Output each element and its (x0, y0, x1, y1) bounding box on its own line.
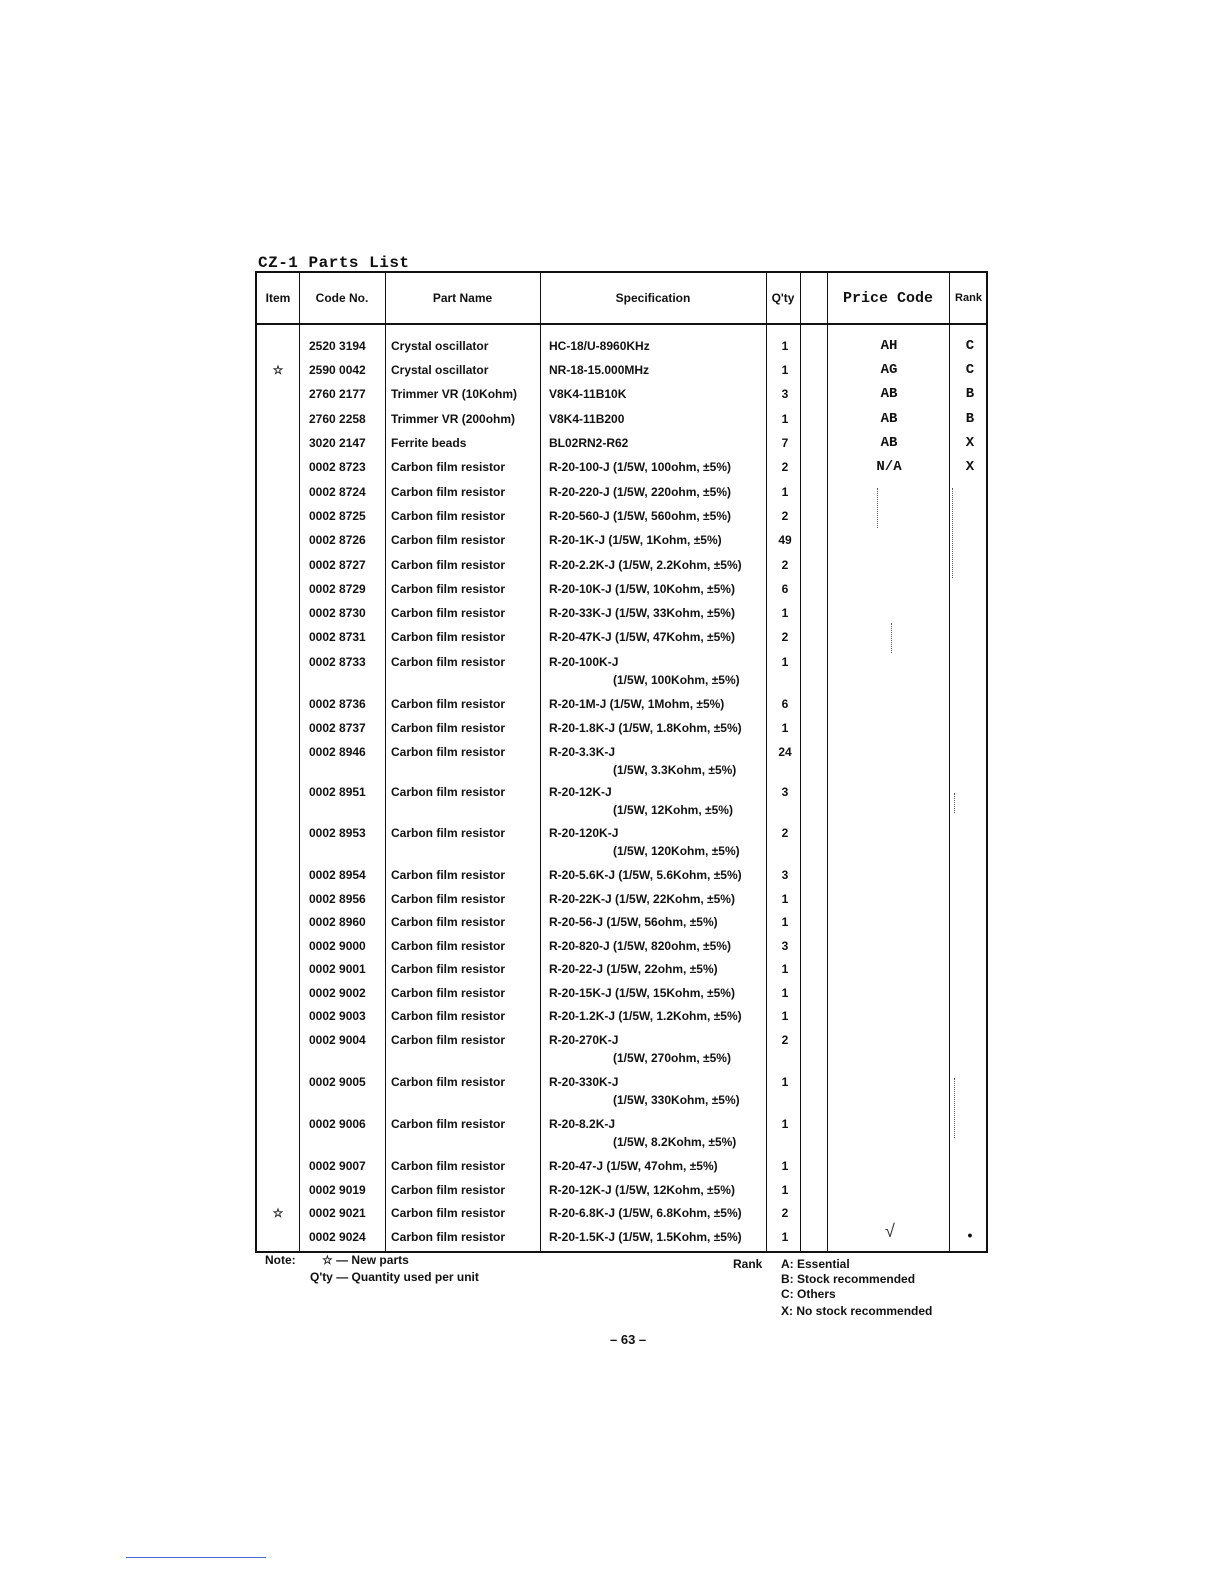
cell-price: AB (880, 435, 898, 451)
cell-code: 0002 8960 (309, 915, 366, 929)
cell-spec: R-20-5.6K-J (1/5W, 5.6Kohm, ±5%) (549, 868, 742, 882)
cell-spec-continued: (1/5W, 270ohm, ±5%) (613, 1051, 731, 1065)
cell-qty: 1 (781, 962, 789, 976)
cell-name: Carbon film resistor (391, 485, 506, 499)
header-item: Item (265, 291, 291, 305)
cell-name: Carbon film resistor (391, 826, 506, 840)
cell-code: 2520 3194 (309, 339, 366, 353)
cell-qty: 7 (781, 436, 789, 450)
cell-spec: HC-18/U-8960KHz (549, 339, 650, 353)
cell-qty: 1 (781, 1117, 789, 1131)
cell-spec: R-20-1.2K-J (1/5W, 1.2Kohm, ±5%) (549, 1009, 742, 1023)
cell-code: 0002 9006 (309, 1117, 366, 1131)
cell-spec: R-20-8.2K-J (549, 1117, 616, 1131)
rank-legend-b: B: Stock recommended (781, 1272, 916, 1286)
cell-qty: 1 (781, 1183, 789, 1197)
cell-name: Carbon film resistor (391, 1117, 506, 1131)
cell-code: 0002 8731 (309, 630, 366, 644)
cell-code: 0002 8951 (309, 785, 366, 799)
cell-qty: 3 (781, 939, 789, 953)
cell-code: 0002 8730 (309, 606, 366, 620)
cell-code: 0002 8723 (309, 460, 366, 474)
cell-spec: R-20-22K-J (1/5W, 22Kohm, ±5%) (549, 892, 735, 906)
cell-code: 3020 2147 (309, 436, 366, 450)
cell-spec: R-20-12K-J (549, 785, 612, 799)
column-divider (949, 273, 950, 1251)
cell-spec: R-20-12K-J (1/5W, 12Kohm, ±5%) (549, 1183, 735, 1197)
cell-name: Trimmer VR (10Kohm) (391, 387, 518, 401)
cell-qty: 2 (781, 509, 789, 523)
cell-code: 0002 9024 (309, 1230, 366, 1244)
cell-spec: R-20-47-J (1/5W, 47ohm, ±5%) (549, 1159, 718, 1173)
cell-code: 0002 9002 (309, 986, 366, 1000)
cell-code: 2590 0042 (309, 363, 366, 377)
cell-item: ☆ (272, 1206, 284, 1220)
cell-code: 0002 8727 (309, 558, 366, 572)
cell-code: 0002 9001 (309, 962, 366, 976)
cell-code: 0002 9000 (309, 939, 366, 953)
cell-code: 2760 2258 (309, 412, 366, 426)
cell-rank: C (965, 362, 975, 378)
cell-name: Carbon film resistor (391, 986, 506, 1000)
check-mark: √ (885, 1221, 895, 1241)
cell-code: 0002 8956 (309, 892, 366, 906)
cell-name: Carbon film resistor (391, 1206, 506, 1220)
cell-name: Carbon film resistor (391, 1159, 506, 1173)
cell-spec: R-20-56-J (1/5W, 56ohm, ±5%) (549, 915, 718, 929)
cell-spec: R-20-100-J (1/5W, 100ohm, ±5%) (549, 460, 731, 474)
cell-price: AH (880, 338, 898, 354)
rank-legend-c: C: Others (781, 1287, 836, 1301)
cell-qty: 3 (781, 785, 789, 799)
cell-code: 0002 9021 (309, 1206, 366, 1220)
ditto-mark (954, 1078, 955, 1138)
cell-name: Carbon film resistor (391, 630, 506, 644)
cell-rank: X (965, 459, 975, 475)
cell-name: Carbon film resistor (391, 745, 506, 759)
cell-spec-continued: (1/5W, 330Kohm, ±5%) (613, 1093, 740, 1107)
cell-qty: 1 (781, 412, 789, 426)
cell-name: Carbon film resistor (391, 606, 506, 620)
cell-code: 0002 8733 (309, 655, 366, 669)
cell-name: Carbon film resistor (391, 582, 506, 596)
cell-qty: 49 (778, 533, 792, 547)
cell-qty: 1 (781, 363, 789, 377)
cell-spec: R-20-330K-J (549, 1075, 619, 1089)
cell-spec: R-20-1K-J (1/5W, 1Kohm, ±5%) (549, 533, 722, 547)
cell-spec: V8K4-11B200 (549, 412, 625, 426)
column-divider (299, 273, 300, 1251)
cell-qty: 6 (781, 697, 789, 711)
cell-spec: R-20-22-J (1/5W, 22ohm, ±5%) (549, 962, 718, 976)
cell-spec-continued: (1/5W, 120Kohm, ±5%) (613, 844, 740, 858)
cell-rank: C (965, 338, 975, 354)
cell-qty: 1 (781, 655, 789, 669)
cell-qty: 1 (781, 1230, 789, 1244)
rank-legend-label: Rank (733, 1257, 763, 1271)
cell-price: AB (880, 386, 898, 402)
rank-legend-x: X: No stock recommended (781, 1304, 933, 1318)
cell-rank: B (965, 386, 975, 402)
ditto-mark (954, 793, 955, 813)
cell-code: 0002 8737 (309, 721, 366, 735)
cell-rank: X (965, 435, 975, 451)
cell-qty: 2 (781, 826, 789, 840)
cell-spec-continued: (1/5W, 12Kohm, ±5%) (613, 803, 733, 817)
cell-name: Carbon film resistor (391, 785, 506, 799)
column-divider (385, 273, 386, 1251)
cell-spec: R-20-15K-J (1/5W, 15Kohm, ±5%) (549, 986, 735, 1000)
cell-spec-continued: (1/5W, 3.3Kohm, ±5%) (613, 763, 737, 777)
cell-name: Carbon film resistor (391, 892, 506, 906)
cell-name: Carbon film resistor (391, 939, 506, 953)
cell-qty: 1 (781, 892, 789, 906)
column-divider (540, 273, 541, 1251)
cell-name: Carbon film resistor (391, 1075, 506, 1089)
cell-code: 0002 8729 (309, 582, 366, 596)
ditto-mark (952, 488, 953, 578)
cell-name: Carbon film resistor (391, 533, 506, 547)
cell-code: 0002 8725 (309, 509, 366, 523)
cell-qty: 6 (781, 582, 789, 596)
ditto-mark (891, 623, 892, 653)
cell-name: Carbon film resistor (391, 697, 506, 711)
header-price-code: Price Code (842, 289, 933, 307)
note-label: Note: (265, 1253, 296, 1267)
page-title: CZ-1 Parts List (258, 254, 410, 272)
rank-legend-a: A: Essential (781, 1257, 850, 1271)
cell-qty: 3 (781, 868, 789, 882)
cell-name: Carbon film resistor (391, 655, 506, 669)
page-number: – 63 – (610, 1332, 647, 1347)
cell-name: Carbon film resistor (391, 1183, 506, 1197)
cell-spec: R-20-100K-J (549, 655, 619, 669)
cell-price: AG (880, 362, 898, 378)
cell-code: 0002 8736 (309, 697, 366, 711)
cell-qty: 1 (781, 485, 789, 499)
cell-code: 0002 8946 (309, 745, 366, 759)
cell-qty: 1 (781, 1159, 789, 1173)
cell-qty: 24 (778, 745, 792, 759)
cell-qty: 1 (781, 606, 789, 620)
cell-name: Carbon film resistor (391, 868, 506, 882)
cell-code: 0002 8953 (309, 826, 366, 840)
cell-spec: V8K4-11B10K (549, 387, 627, 401)
cell-code: 0002 8726 (309, 533, 366, 547)
cell-price: N/A (876, 459, 902, 475)
cell-qty: 2 (781, 460, 789, 474)
cell-item: ☆ (272, 363, 284, 377)
cell-code: 2760 2177 (309, 387, 366, 401)
parts-table (255, 271, 988, 1253)
ditto-mark (877, 488, 878, 528)
cell-rank: • (965, 1229, 975, 1245)
cell-price: AB (880, 411, 898, 427)
cell-code: 0002 9007 (309, 1159, 366, 1173)
cell-qty: 2 (781, 1206, 789, 1220)
cell-spec: R-20-120K-J (549, 826, 619, 840)
cell-code: 0002 9005 (309, 1075, 366, 1089)
cell-name: Carbon film resistor (391, 1033, 506, 1047)
cell-code: 0002 9019 (309, 1183, 366, 1197)
cell-name: Carbon film resistor (391, 558, 506, 572)
note-qty: Q'ty — Quantity used per unit (310, 1270, 479, 1284)
cell-spec: R-20-6.8K-J (1/5W, 6.8Kohm, ±5%) (549, 1206, 742, 1220)
header-rank: Rank (955, 292, 982, 304)
cell-name: Crystal oscillator (391, 363, 489, 377)
column-divider (827, 273, 828, 1251)
cell-spec: R-20-10K-J (1/5W, 10Kohm, ±5%) (549, 582, 735, 596)
cell-qty: 1 (781, 1075, 789, 1089)
cell-name: Carbon film resistor (391, 962, 506, 976)
cell-name: Carbon film resistor (391, 1009, 506, 1023)
cell-name: Carbon film resistor (391, 915, 506, 929)
header-qty: Q'ty (771, 291, 795, 305)
cell-spec: R-20-2.2K-J (1/5W, 2.2Kohm, ±5%) (549, 558, 742, 572)
cell-spec: R-20-270K-J (549, 1033, 619, 1047)
cell-name: Carbon film resistor (391, 1230, 506, 1244)
cell-qty: 2 (781, 558, 789, 572)
cell-spec: R-20-560-J (1/5W, 560ohm, ±5%) (549, 509, 731, 523)
cell-name: Trimmer VR (200ohm) (391, 412, 516, 426)
cell-spec: R-20-1M-J (1/5W, 1Mohm, ±5%) (549, 697, 725, 711)
cell-spec: R-20-1.5K-J (1/5W, 1.5Kohm, ±5%) (549, 1230, 742, 1244)
cell-spec-continued: (1/5W, 100Kohm, ±5%) (613, 673, 740, 687)
cell-spec: R-20-1.8K-J (1/5W, 1.8Kohm, ±5%) (549, 721, 742, 735)
cell-qty: 1 (781, 339, 789, 353)
cell-name: Carbon film resistor (391, 509, 506, 523)
note-new-parts: ☆ — New parts (322, 1253, 409, 1267)
cell-qty: 2 (781, 630, 789, 644)
cell-code: 0002 9003 (309, 1009, 366, 1023)
cell-spec: R-20-220-J (1/5W, 220ohm, ±5%) (549, 485, 731, 499)
header-part-name: Part Name (432, 291, 493, 305)
cell-code: 0002 8724 (309, 485, 366, 499)
header-specification: Specification (615, 291, 691, 305)
cell-name: Ferrite beads (391, 436, 467, 450)
cell-qty: 1 (781, 721, 789, 735)
cell-qty: 1 (781, 915, 789, 929)
cell-qty: 1 (781, 986, 789, 1000)
cell-spec: NR-18-15.000MHz (549, 363, 650, 377)
cell-spec: R-20-33K-J (1/5W, 33Kohm, ±5%) (549, 606, 735, 620)
cell-code: 0002 8954 (309, 868, 366, 882)
cell-name: Carbon film resistor (391, 460, 506, 474)
header-code: Code No. (315, 291, 369, 305)
cell-name: Carbon film resistor (391, 721, 506, 735)
cell-rank: B (965, 411, 975, 427)
cell-qty: 2 (781, 1033, 789, 1047)
cell-spec-continued: (1/5W, 8.2Kohm, ±5%) (613, 1135, 737, 1149)
header-divider (257, 323, 986, 325)
cell-code: 0002 9004 (309, 1033, 366, 1047)
cell-name: Crystal oscillator (391, 339, 489, 353)
cell-spec: R-20-47K-J (1/5W, 47Kohm, ±5%) (549, 630, 735, 644)
cell-qty: 1 (781, 1009, 789, 1023)
scan-artifact-line (126, 1557, 266, 1558)
cell-qty: 3 (781, 387, 789, 401)
cell-spec: R-20-820-J (1/5W, 820ohm, ±5%) (549, 939, 731, 953)
cell-spec: BL02RN2-R62 (549, 436, 629, 450)
cell-spec: R-20-3.3K-J (549, 745, 616, 759)
